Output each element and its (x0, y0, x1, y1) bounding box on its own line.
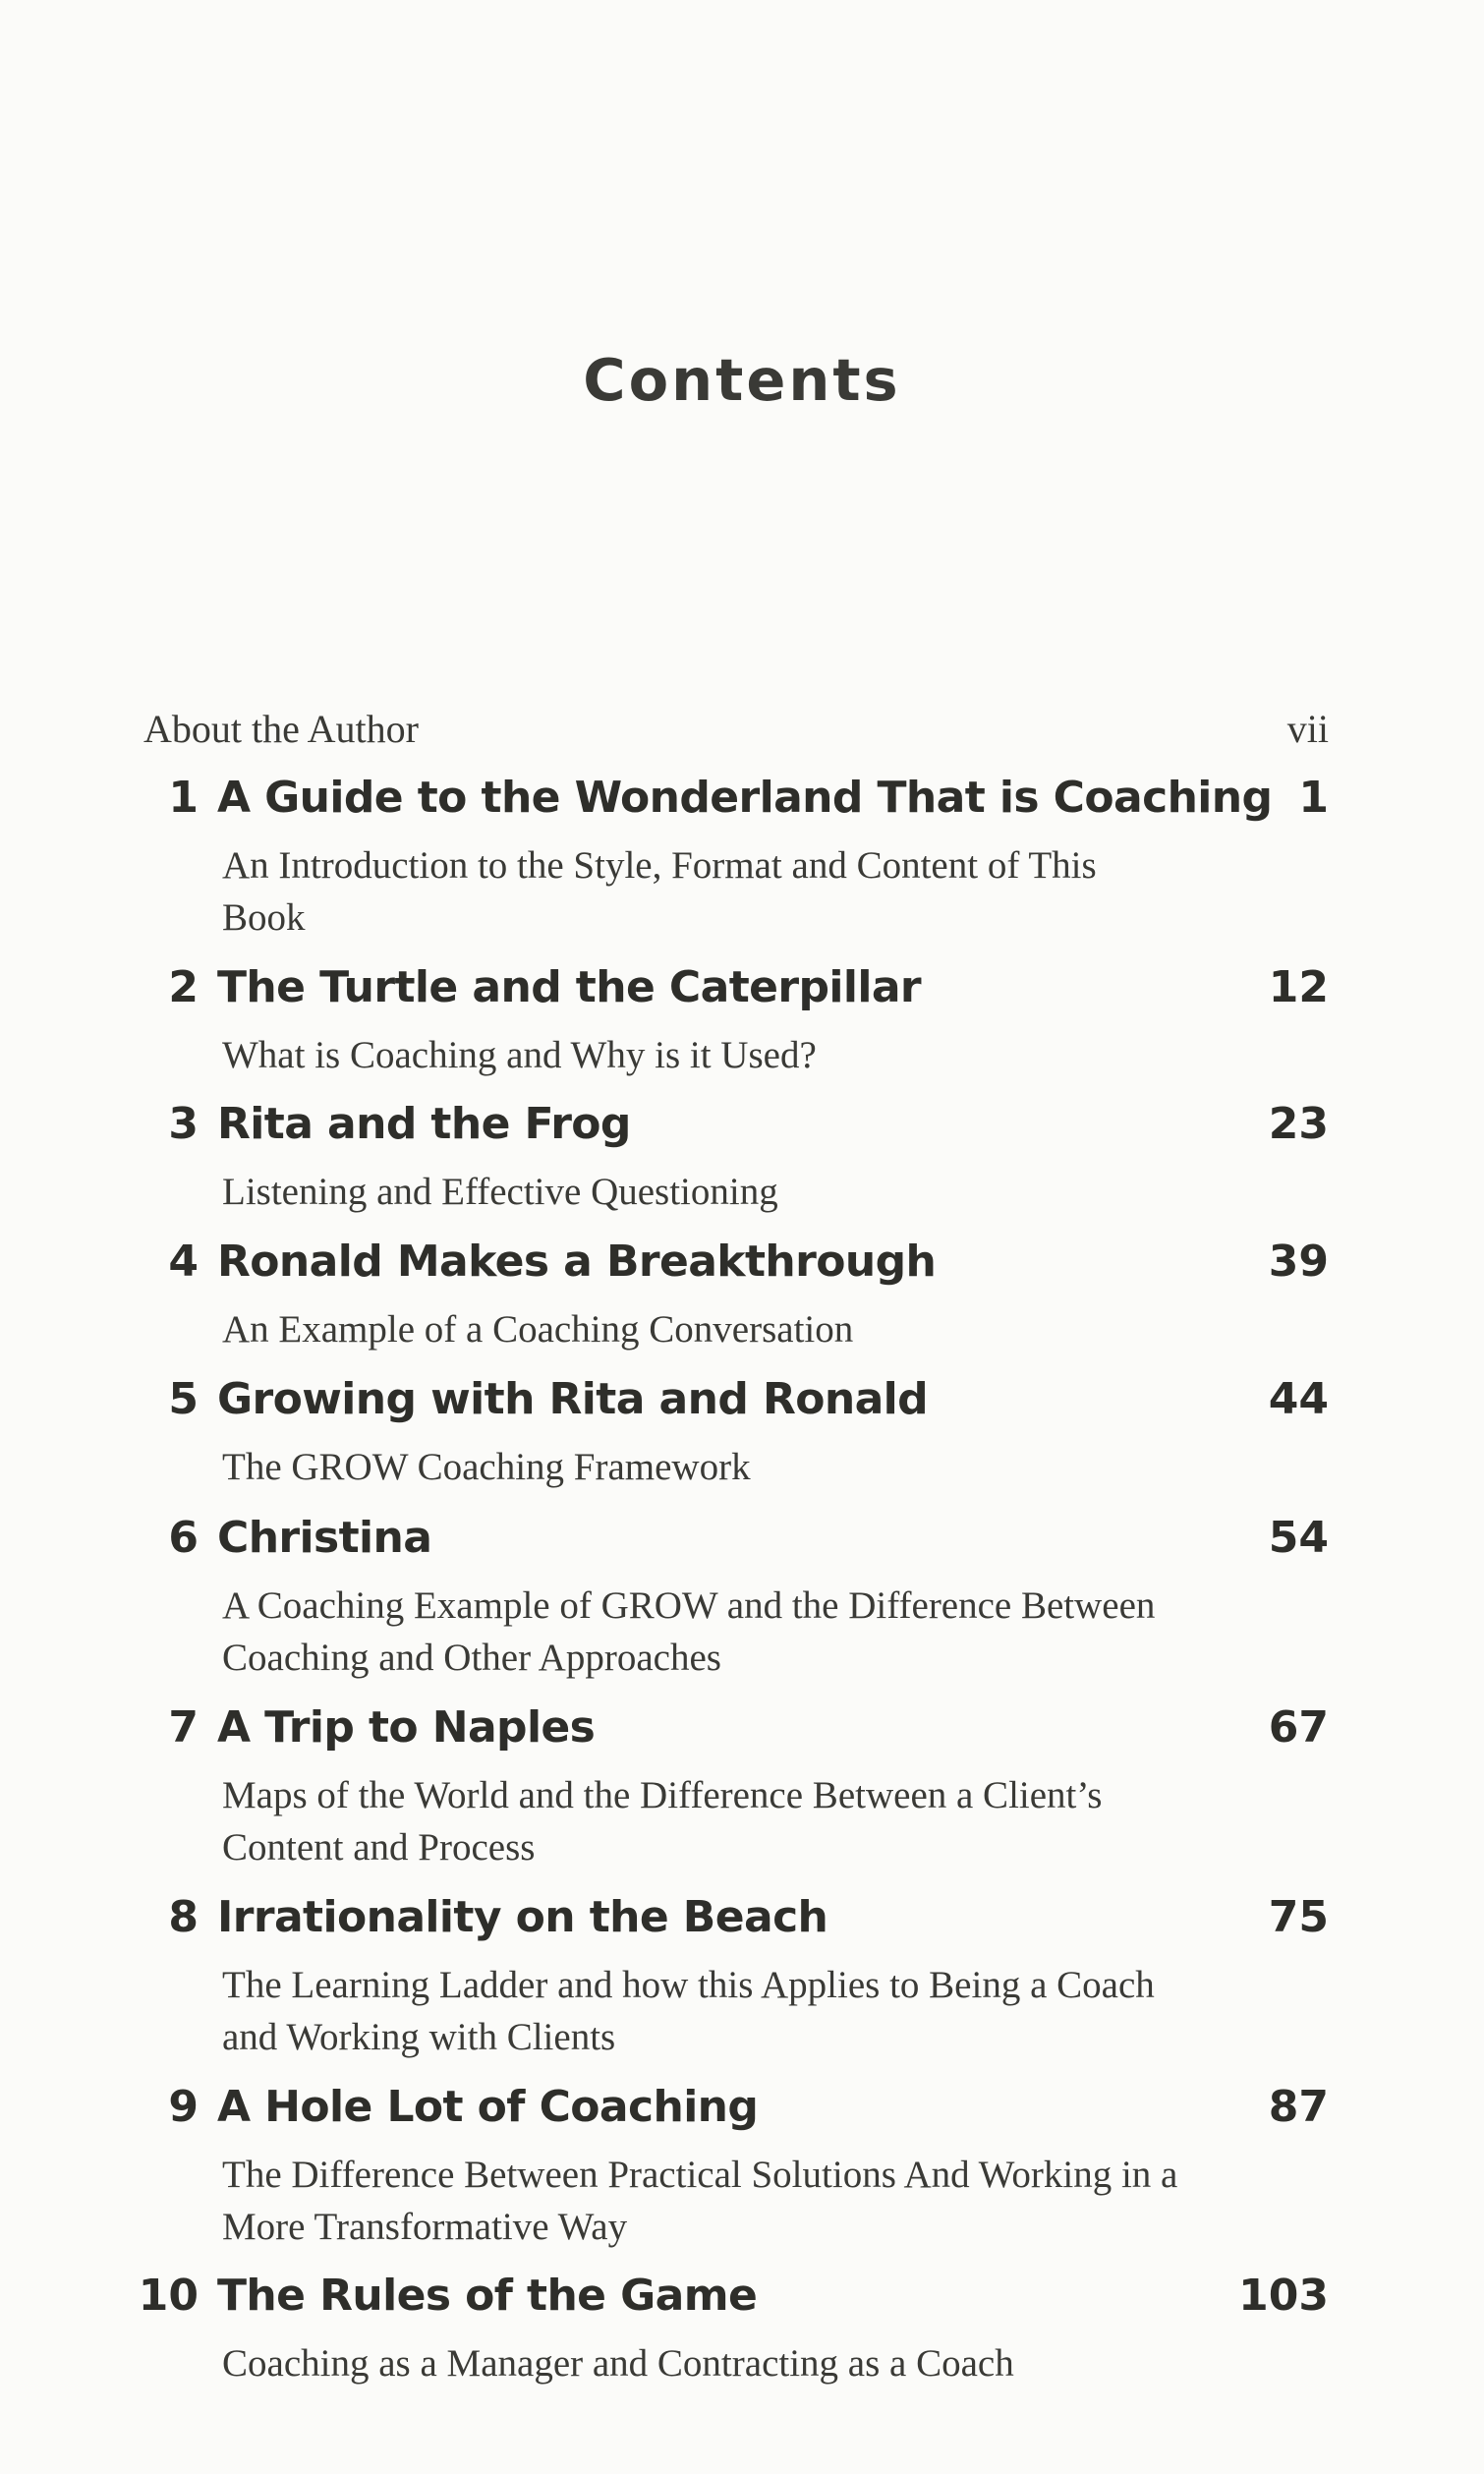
chapter-page: 39 (1268, 1237, 1329, 1287)
toc-front-matter[interactable] (143, 706, 1329, 761)
front-matter-page: vii (1286, 707, 1329, 751)
chapter-number: 2 (168, 962, 199, 1012)
chapter-subtitle: What is Coaching and Why is it Used? (222, 1034, 817, 1076)
chapter-page: 87 (1268, 2082, 1329, 2132)
chapter-page: 12 (1268, 962, 1329, 1012)
chapter-page: 67 (1268, 1702, 1329, 1753)
chapter-number: 1 (168, 773, 199, 823)
chapter-number: 4 (168, 1237, 199, 1287)
chapter-subtitle: The Learning Ladder and how this Applies to Being a Coach and Working with Clients (222, 1964, 1155, 2058)
chapter-title: A Guide to the Wonderland That is Coaching (217, 773, 1273, 823)
chapter-title: Ronald Makes a Breakthrough (217, 1237, 937, 1287)
chapter-page: 103 (1238, 2271, 1329, 2321)
chapter-subtitle: Coaching as a Manager and Contracting as a Coach (222, 2342, 1014, 2385)
chapter-page: 44 (1268, 1374, 1329, 1424)
chapter-page: 23 (1268, 1099, 1329, 1149)
chapter-number: 8 (168, 1892, 199, 1942)
chapter-title: The Rules of the Game (217, 2271, 758, 2321)
chapter-title: Rita and the Frog (217, 1099, 631, 1149)
chapter-title: Christina (217, 1513, 432, 1563)
chapter-number: 9 (168, 2082, 199, 2132)
chapter-title: A Hole Lot of Coaching (217, 2082, 759, 2132)
chapter-subtitle: An Introduction to the Style, Format and Content of This Book (222, 844, 1097, 939)
chapter-number: 5 (168, 1374, 199, 1424)
chapter-page: 1 (1298, 773, 1329, 823)
chapter-title: The Turtle and the Caterpillar (217, 962, 922, 1012)
chapter-number: 6 (168, 1513, 199, 1563)
chapter-subtitle: The GROW Coaching Framework (222, 1446, 751, 1488)
chapter-title: A Trip to Naples (217, 1702, 596, 1753)
chapter-subtitle: Maps of the World and the Difference Between a Client’s Content and Process (222, 1774, 1103, 1869)
chapter-title: Irrationality on the Beach (217, 1892, 828, 1942)
page-title: Contents (583, 346, 901, 414)
chapter-subtitle: An Example of a Coaching Conversation (222, 1308, 854, 1351)
chapter-number: 10 (138, 2271, 199, 2321)
chapter-subtitle: Listening and Effective Questioning (222, 1171, 778, 1213)
front-matter-label: About the Author (143, 707, 419, 751)
chapter-page: 75 (1268, 1892, 1329, 1942)
chapter-number: 3 (168, 1099, 199, 1149)
chapter-page: 54 (1268, 1513, 1329, 1563)
chapter-subtitle: The Difference Between Practical Solutions And Working in a More Transformative Way (222, 2154, 1178, 2248)
chapter-title: Growing with Rita and Ronald (217, 1374, 929, 1424)
chapter-number: 7 (168, 1702, 199, 1753)
chapter-subtitle: A Coaching Example of GROW and the Difference Between Coaching and Other Approaches (222, 1584, 1156, 1679)
